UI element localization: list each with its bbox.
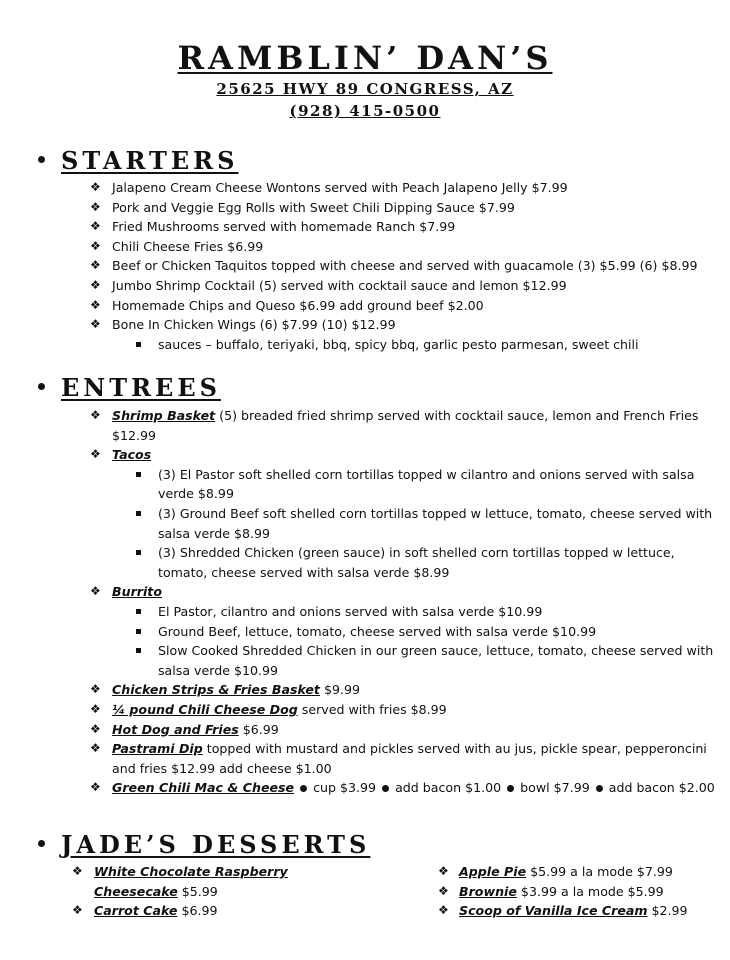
restaurant-name: RAMBLIN’ DAN’S	[177, 39, 553, 77]
phone-number: (928) 415-0500	[289, 102, 441, 120]
taco-item: (3) Ground Beef soft shelled corn tortillas topped w lettuce, tomato, cheese served with	[158, 506, 713, 521]
item-price: $6.99	[238, 721, 279, 737]
square-bullet-icon	[136, 472, 141, 477]
mac-cheese-item	[112, 778, 715, 798]
square-bullet-icon	[136, 629, 141, 634]
item-price: $2.99	[647, 903, 688, 919]
sauces-list: sauces – buffalo, teriyaki, bbq, spicy bbq, garlic pesto parmesan, sweet chili	[158, 336, 639, 352]
diamond-bullet-icon: ❖	[72, 903, 83, 918]
dessert-item-cont	[94, 882, 218, 902]
diamond-bullet-icon: ❖	[438, 903, 449, 918]
diamond-bullet-icon: ❖	[72, 864, 83, 878]
diamond-bullet-icon: ❖	[438, 864, 449, 878]
chicken-strips-item	[112, 680, 360, 700]
item-desc: served with fries $8.99	[297, 702, 447, 717]
bullet-icon	[382, 785, 389, 792]
dessert-item	[94, 901, 218, 921]
starter-item: Jumbo Shrimp Cocktail (5) served with cocktail sauce and lemon $12.99	[112, 278, 567, 293]
starters-heading: STARTERS	[38, 146, 238, 176]
starter-item: Jalapeno Cream Cheese Wontons served with Peach Jalapeno Jelly $7.99	[112, 180, 568, 195]
starter-item: Homemade Chips and Queso $6.99 add ground beef $2.00	[112, 297, 484, 313]
item-price: $6.99	[177, 903, 218, 919]
item-name: Carrot Cake	[94, 903, 178, 919]
diamond-bullet-icon: ❖	[90, 447, 101, 462]
chili-dog-item	[112, 700, 447, 720]
item-name: ¼ pound Chili Cheese Dog	[112, 702, 298, 717]
starter-item: Bone In Chicken Wings (6) $7.99 (10) $12.99	[112, 317, 396, 333]
diamond-bullet-icon: ❖	[90, 219, 101, 234]
desserts-heading: JADE’S DESSERTS	[38, 830, 370, 860]
item-price: $5.99	[177, 883, 218, 899]
diamond-bullet-icon: ❖	[90, 682, 101, 697]
square-bullet-icon	[136, 609, 141, 614]
hot-dog-item	[112, 720, 279, 740]
bullet-icon	[38, 156, 45, 163]
taco-item: salsa verde $8.99	[158, 525, 271, 541]
item-price: $3.99 a la mode $5.99	[516, 883, 664, 899]
item-name: Burrito	[112, 584, 162, 600]
starter-item: Chili Cheese Fries $6.99	[112, 238, 264, 254]
item-name: Hot Dog and Fries	[112, 721, 239, 737]
diamond-bullet-icon: ❖	[90, 702, 101, 716]
bullet-icon	[38, 383, 45, 390]
starter-item: Fried Mushrooms served with homemade Ranch $7.99	[112, 219, 456, 235]
entrees-heading: ENTREES	[38, 373, 221, 403]
item-price: $12.99	[112, 427, 157, 443]
bullet-icon	[596, 785, 603, 792]
dessert-item	[459, 862, 673, 882]
item-name: Cheesecake	[94, 883, 178, 899]
dessert-item	[459, 882, 664, 902]
diamond-bullet-icon: ❖	[90, 297, 101, 312]
item-desc: (5) breaded fried shrimp served with cocktail sauce, lemon and French Fries	[215, 408, 699, 423]
menu-title-block	[0, 40, 730, 76]
item-price: $9.99	[319, 682, 360, 698]
item-name: Chicken Strips & Fries Basket	[112, 682, 320, 698]
shrimp-basket-item	[112, 406, 698, 426]
diamond-bullet-icon: ❖	[90, 584, 101, 599]
taco-item: verde $8.99	[158, 486, 234, 502]
taco-item: (3) Shredded Chicken (green sauce) in soft shelled corn tortillas topped w lettuce,	[158, 545, 675, 561]
burrito-heading	[112, 582, 162, 602]
square-bullet-icon	[136, 342, 141, 347]
diamond-bullet-icon: ❖	[90, 780, 101, 795]
diamond-bullet-icon: ❖	[90, 408, 101, 422]
square-bullet-icon	[136, 511, 141, 516]
diamond-bullet-icon: ❖	[90, 721, 101, 736]
price-option: cup $3.99	[313, 780, 377, 796]
diamond-bullet-icon: ❖	[90, 317, 101, 332]
pastrami-item	[112, 739, 707, 759]
price-option: add bacon $2.00	[608, 780, 715, 796]
dessert-item	[459, 901, 688, 921]
taco-item: (3) El Pastor soft shelled corn tortillas topped w cilantro and onions served with salsa	[158, 466, 695, 482]
item-name: Tacos	[112, 447, 152, 463]
item-name: Green Chili Mac & Cheese	[112, 780, 295, 796]
bullet-icon	[300, 785, 307, 792]
item-name: Pastrami Dip	[112, 741, 203, 757]
square-bullet-icon	[136, 550, 141, 555]
tacos-heading	[112, 445, 151, 465]
diamond-bullet-icon: ❖	[90, 199, 101, 214]
item-name: Scoop of Vanilla Ice Cream	[459, 903, 648, 919]
price-option: bowl $7.99	[520, 780, 590, 796]
item-desc: topped with mustard and pickles served with au jus, pickle spear, pepperoncini	[202, 741, 707, 757]
burrito-item: Ground Beef, lettuce, tomato, cheese served with salsa verde $10.99	[158, 623, 597, 639]
diamond-bullet-icon: ❖	[90, 258, 101, 273]
square-bullet-icon	[136, 648, 141, 653]
burrito-item: salsa verde $10.99	[158, 662, 279, 678]
diamond-bullet-icon: ❖	[438, 883, 449, 898]
burrito-item: El Pastor, cilantro and onions served with salsa verde $10.99	[158, 604, 543, 619]
diamond-bullet-icon: ❖	[90, 741, 101, 756]
item-name: Apple Pie	[459, 864, 527, 879]
starter-item: Beef or Chicken Taquitos topped with cheese and served with guacamole (3) $5.99 (6) $8.99	[112, 258, 698, 274]
item-name: White Chocolate Raspberry	[94, 864, 288, 879]
item-price: $5.99 a la mode $7.99	[526, 864, 673, 879]
diamond-bullet-icon: ❖	[90, 180, 101, 194]
item-name: Brownie	[459, 883, 517, 899]
diamond-bullet-icon: ❖	[90, 238, 101, 253]
burrito-item: Slow Cooked Shredded Chicken in our green sauce, lettuce, tomato, cheese served with	[158, 643, 714, 659]
starter-item: Pork and Veggie Egg Rolls with Sweet Chili Dipping Sauce $7.99	[112, 199, 515, 215]
bullet-icon	[507, 785, 514, 792]
diamond-bullet-icon: ❖	[90, 278, 101, 292]
dessert-item	[94, 862, 288, 882]
item-name: Shrimp Basket	[112, 408, 216, 423]
price-option: add bacon $1.00	[395, 780, 502, 796]
taco-item: tomato, cheese served with salsa verde $8.99	[158, 564, 450, 580]
item-desc: and fries $12.99 add cheese $1.00	[112, 760, 332, 776]
address: 25625 HWY 89 CONGRESS, AZ	[216, 80, 514, 98]
bullet-icon	[38, 840, 45, 847]
